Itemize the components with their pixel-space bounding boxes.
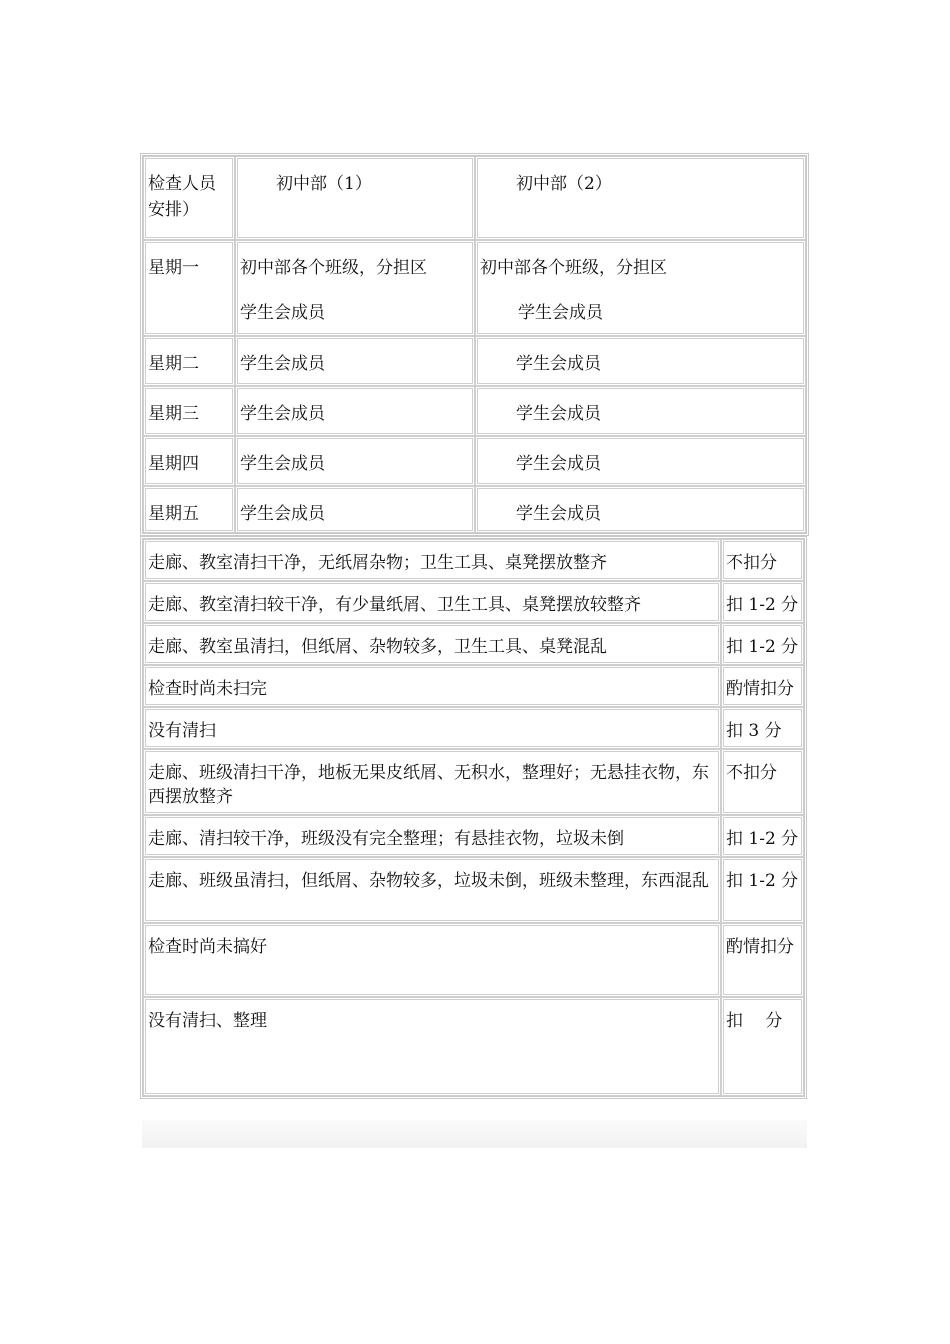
criteria-row-score: 扣 1-2 分 — [721, 623, 804, 665]
schedule-table — [140, 153, 809, 536]
criteria-row-score: 不扣分 — [721, 539, 804, 581]
criteria-row-desc: 走廊、清扫较干净，班级没有完全整理；有悬挂衣物，垃圾未倒 — [143, 815, 721, 857]
criteria-row-desc: 走廊、教室虽清扫，但纸屑、杂物较多，卫生工具、桌凳混乱 — [143, 623, 721, 665]
monday-col1-line2: 学生会成员 — [240, 303, 325, 323]
footer-band — [142, 1120, 807, 1148]
monday-col1-line1: 初中部各个班级，分担区 — [240, 258, 427, 278]
criteria-row-desc: 走廊、班级清扫干净，地板无果皮纸屑、无积水，整理好；无悬挂衣物，东西摆放整齐 — [143, 749, 721, 815]
monday-col2-line1: 初中部各个班级，分担区 — [480, 258, 667, 278]
criteria-row-score: 扣 1-2 分 — [721, 581, 804, 623]
thursday-col1: 学生会成员 — [235, 436, 475, 486]
criteria-row-score: 扣 3 分 — [721, 707, 804, 749]
criteria-row-score: 酌情扣分 — [721, 665, 804, 707]
header-inspector: 检查人员安排） — [143, 156, 235, 240]
day-wednesday: 星期三 — [143, 386, 235, 436]
monday-col2 — [475, 240, 806, 336]
criteria-row-score: 酌情扣分 — [721, 923, 804, 997]
monday-col2-line2: 学生会成员 — [518, 303, 603, 323]
criteria-table — [140, 536, 807, 1099]
day-friday: 星期五 — [143, 486, 235, 533]
thursday-col2: 学生会成员 — [475, 436, 806, 486]
day-tuesday: 星期二 — [143, 336, 235, 386]
wednesday-col2: 学生会成员 — [475, 386, 806, 436]
tuesday-col1: 学生会成员 — [235, 336, 475, 386]
criteria-row-desc: 没有清扫 — [143, 707, 721, 749]
friday-col1: 学生会成员 — [235, 486, 475, 533]
criteria-row-score: 不扣分 — [721, 749, 804, 815]
monday-col1 — [235, 240, 475, 336]
day-monday: 星期一 — [143, 240, 235, 336]
criteria-row-desc: 检查时尚未搞好 — [143, 923, 721, 997]
tuesday-col2: 学生会成员 — [475, 336, 806, 386]
criteria-row-desc: 没有清扫、整理 — [143, 997, 721, 1096]
header-junior-2: 初中部（2） — [475, 156, 806, 240]
day-thursday: 星期四 — [143, 436, 235, 486]
criteria-row-score: 扣 1-2 分 — [721, 857, 804, 923]
criteria-row-desc: 检查时尚未扫完 — [143, 665, 721, 707]
criteria-row-score: 扣 分 — [721, 997, 804, 1096]
header-junior-1: 初中部（1） — [235, 156, 475, 240]
criteria-row-score: 扣 1-2 分 — [721, 815, 804, 857]
criteria-row-desc: 走廊、教室清扫干净，无纸屑杂物；卫生工具、桌凳摆放整齐 — [143, 539, 721, 581]
friday-col2: 学生会成员 — [475, 486, 806, 533]
criteria-row-desc: 走廊、教室清扫较干净，有少量纸屑、卫生工具、桌凳摆放较整齐 — [143, 581, 721, 623]
criteria-row-desc: 走廊、班级虽清扫，但纸屑、杂物较多，垃圾未倒，班级未整理，东西混乱 — [143, 857, 721, 923]
wednesday-col1: 学生会成员 — [235, 386, 475, 436]
